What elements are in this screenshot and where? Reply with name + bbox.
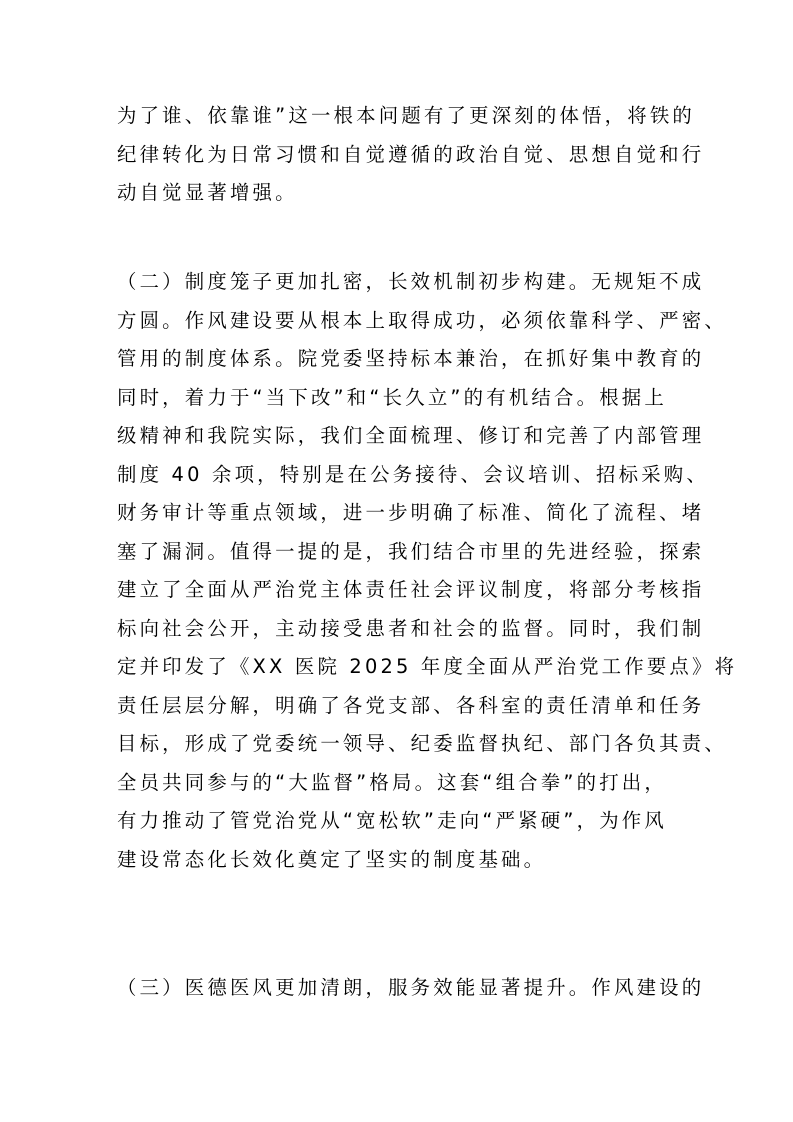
text-line: 管用的制度体系。院党委坚持标本兼治，在抓好集中教育的 — [117, 347, 705, 370]
text-line: 有力推动了管党治党从“宽松软”走向“严紧硬”，为作风 — [117, 809, 667, 832]
text-line: 塞了漏洞。值得一提的是，我们结合市里的先进经验，探索 — [117, 539, 705, 563]
text-line: 动自觉显著增强。 — [117, 181, 298, 204]
text-line: 标向社会公开，主动接受患者和社会的监督。同时，我们制 — [117, 616, 705, 640]
text-line: 目标，形成了党委统一领导、纪委监督执纪、部门各负其责、 — [117, 732, 727, 755]
text-line: 建设常态化长效化奠定了坚实的制度基础。 — [117, 847, 547, 871]
text-line: （三）医德医风更加清朗，服务效能显著提升。作风建设的 — [117, 976, 705, 999]
text-line: 为了谁、依靠谁”这一根本问题有了更深刻的体悟，将铁的 — [117, 104, 696, 127]
paragraph-continuation — [117, 97, 705, 213]
text-line: 财务审计等重点领域，进一步明确了标准、简化了流程、堵 — [117, 501, 705, 524]
text-line: 方圆。作风建设要从根本上取得成功，必须依靠科学、严密、 — [117, 308, 727, 332]
text-line: 级精神和我院实际，我们全面梳理、修订和完善了内部管理 — [117, 424, 705, 447]
text-line: 制度 40 余项，特别是在公务接待、会议培训、招标采购、 — [117, 462, 709, 486]
text-line: 责任层层分解，明确了各党支部、各科室的责任清单和任务 — [117, 693, 705, 717]
text-line: （二）制度笼子更加扎密，长效机制初步构建。无规矩不成 — [117, 270, 705, 293]
text-line: 纪律转化为日常习惯和自觉遵循的政治自觉、思想自觉和行 — [117, 142, 705, 166]
text-line: 定并印发了《XX 医院 2025 年度全面从严治党工作要点》将 — [117, 655, 738, 678]
text-line: 建立了全面从严治党主体责任社会评议制度，将部分考核指 — [117, 578, 705, 601]
text-line: 同时，着力于“当下改”和“长久立”的有机结合。根据上 — [117, 385, 667, 409]
paragraph-section-2 — [117, 263, 738, 879]
text-line: 全员共同参与的“大监督”格局。这套“组合拳”的打出， — [117, 770, 667, 794]
paragraph-section-3 — [117, 969, 705, 1008]
